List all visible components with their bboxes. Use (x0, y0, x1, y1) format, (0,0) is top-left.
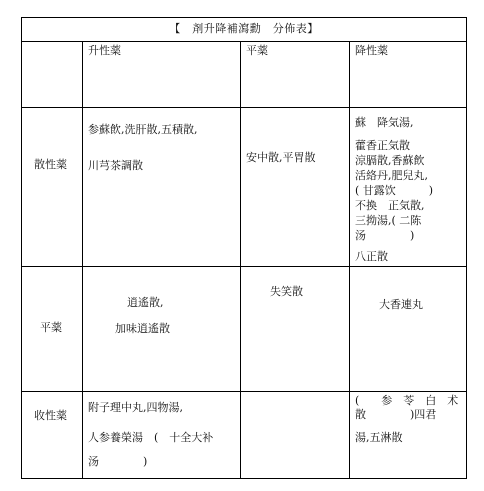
cell-ast-asc-2: 人参養榮湯 ( 十全大补 (88, 431, 214, 444)
cell-disp-desc-4: 活絡丹,肥兒丸, (355, 169, 428, 182)
cell-ast-asc-1: 附子理中丸,四物湯, (88, 401, 183, 414)
table-rule-row1 (21, 266, 467, 267)
cell-neu-desc-1: 大香連丸 (379, 298, 423, 311)
cell-disp-desc-9: 八正散 (355, 250, 388, 263)
cell-disp-desc-5: ( 甘露饮 ) (355, 184, 434, 197)
row-header-neutral: 平薬 (40, 321, 62, 334)
distribution-table (21, 17, 467, 479)
table-rule-col3 (349, 41, 350, 479)
table-border-top (21, 17, 467, 18)
cell-ast-desc-3: 湯,五淋散 (355, 431, 403, 444)
cell-neu-neu-1: 失笑散 (270, 285, 303, 298)
col-header-ascending: 升性薬 (88, 44, 121, 57)
row-header-astringent: 收性薬 (34, 409, 67, 422)
cell-disp-desc-6: 不換 正気散, (355, 199, 425, 212)
table-title: 【 剤升降補瀉勳 分佈表】 (169, 22, 319, 35)
cell-disp-desc-2: 藿香正気散 (355, 139, 410, 152)
table-rule-title (21, 41, 467, 42)
cell-disp-desc-8: 汤 ) (355, 229, 415, 242)
table-rule-header (21, 107, 467, 108)
table-border-left (21, 17, 22, 479)
cell-disp-desc-3: 涼膈散,香蘇飲 (355, 154, 425, 167)
cell-ast-desc-1: ( 参 苓 白 术 (355, 394, 459, 407)
table-rule-col1 (82, 41, 83, 479)
cell-ast-asc-3: 汤 ) (88, 455, 148, 468)
cell-ast-desc-2: 散 )四君 (355, 408, 437, 421)
col-header-neutral: 平薬 (246, 44, 268, 57)
table-rule-row2 (21, 391, 467, 392)
table-border-bottom (21, 478, 467, 479)
cell-neu-asc-2: 加味逍遙散 (115, 322, 170, 335)
cell-disp-desc-1: 蘇 降気湯, (355, 116, 414, 129)
cell-disp-neu-1: 安中散,平胃散 (246, 151, 316, 164)
row-header-dispersing: 散性薬 (34, 158, 67, 171)
cell-disp-asc-1: 参蘇飲,洗肝散,五積散, (88, 123, 198, 136)
col-header-descending: 降性薬 (355, 44, 388, 57)
cell-disp-desc-7: 三拗湯,( 二陈 (355, 214, 422, 227)
cell-neu-asc-1: 逍遙散, (127, 296, 164, 309)
table-rule-col2 (240, 41, 241, 479)
table-border-right (466, 17, 467, 479)
cell-disp-asc-2: 川芎茶調散 (88, 159, 143, 172)
